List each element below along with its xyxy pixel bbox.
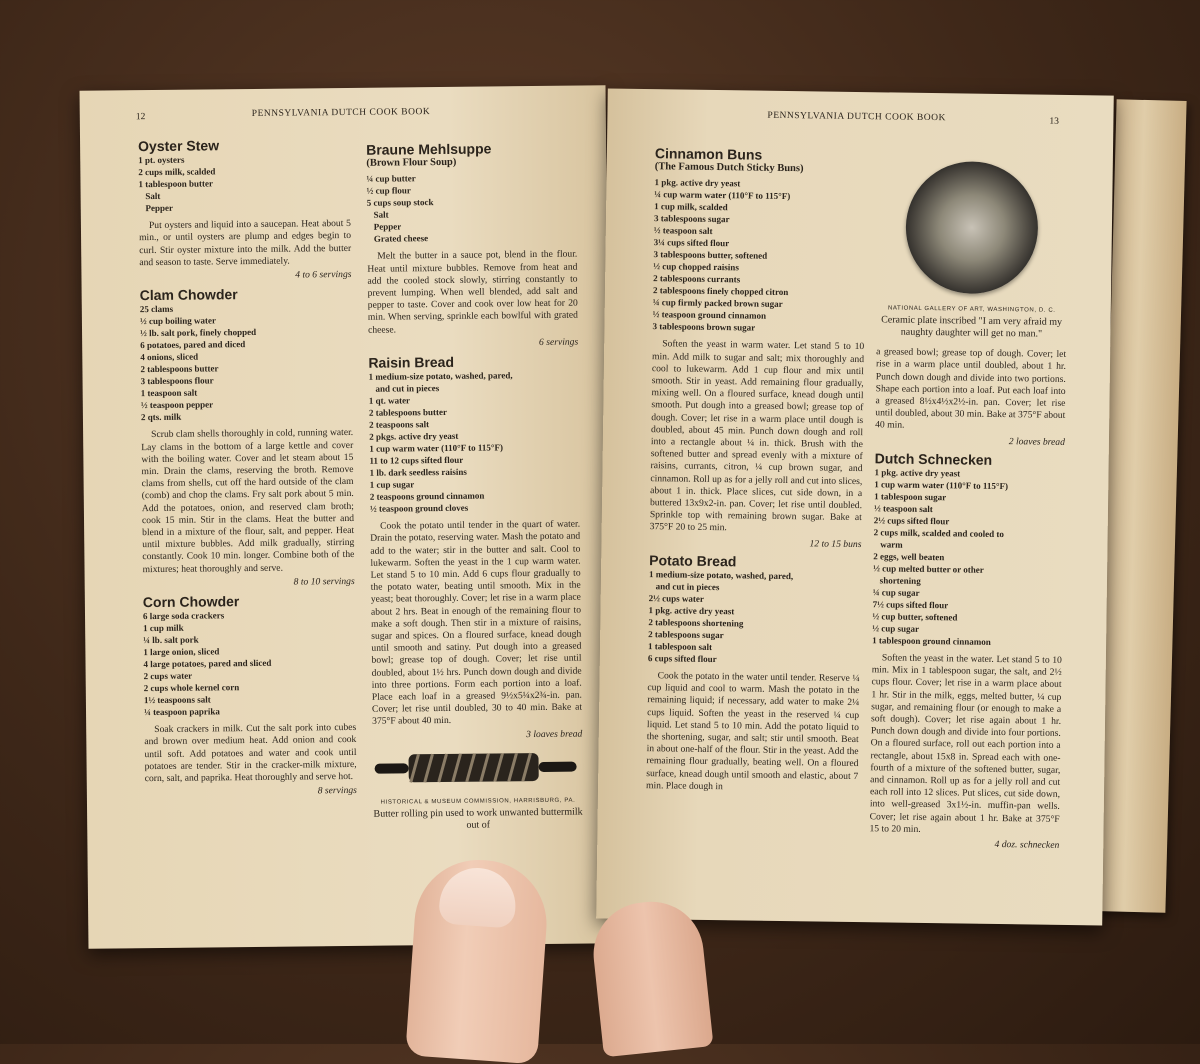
image-caption: Ceramic plate inscribed "I am very afraid my naughty daughter will get no man." — [881, 314, 1063, 340]
recipe-yield: 4 doz. schnecken — [994, 839, 1060, 851]
recipe-directions: Melt the butter in a sauce pot, blend in the flour. Heat until mixture bubbles. Remove from heat and add the cooled stock slowly, stirring constantly to prevent lumping. When well blended, add salt and pepper to taste. Cover and cook over low heat for 20 min. When serving, sprinkle each bowlful with grated cheese. — [367, 248, 578, 336]
recipe-yield: 6 servings — [538, 336, 579, 348]
recipe-directions: Put oysters and liquid into a saucepan. Heat about 5 min., or until oysters are plump and edges begin to curl. Stir oyster mixture into the milk. Add the butter and season to taste. Serve immediately. — [139, 218, 352, 268]
recipe-directions: Soften the yeast in warm water. Let stand 5 to 10 min. Add milk to sugar and salt; mix thoroughly and cool to lukewarm. Add 1 cup flour and mix until smooth. Stir in yeast. Add remaining flour gradually, mixing well. On a floured surface, knead dough until smooth. Put dough into a greased bowl; grease top of dough. Cover; let rise in a warm place until dough is doubled, about 45 min. Punch down dough and roll into a rectangle about ¼ in. thick. Brush with the softened butter and spread evenly with a mixture of raisins, currants, citron, ¼ cup brown sugar, and cinnamon. Roll up as for a jelly roll and cut into slices, about 1 in. thick. Place slices, cut side down, in a buttered 13x9x2-in. pan. Cover; let rise until doubled. Sprinkle top with remaining brown sugar. Bake at 375°F 20 to 25 min. — [649, 338, 865, 534]
ingredient-list: 1 pt. oysters 2 cups milk, scalded 1 tablespoon butter Salt Pepper — [138, 154, 216, 214]
recipe-title: Braune Mehlsuppe — [366, 140, 492, 158]
left-page — [80, 85, 615, 948]
page-number: 12 — [135, 112, 146, 123]
recipe-yield: 8 to 10 servings — [293, 575, 355, 588]
image-credit: HISTORICAL & MUSEUM COMMISSION, HARRISBURG, PA. — [380, 797, 576, 806]
recipe-directions: Scrub clam shells thoroughly in cold, running water. Lay clams in the bottom of a large kettle and cover with the boiling water. Cover and let steam about 15 min. Drain the clams, reserving the broth. Remove clams from shells, cut off the hard outside of the clam (comb) and chop the clams. Fry salt pork about 5 min. Add the potatoes, onion, and reserved clam broth; cook 15 min. Stir in the clams. Heat the butter and blend in a mixture of the flour, salt, and pepper. Heat until mixture bubbles. Add milk gradually, stirring constantly. Cook 10 min. longer. Combine both of the mixtures; heat thoroughly and serve. — [141, 427, 355, 575]
recipe-yield: 12 to 15 buns — [809, 538, 862, 550]
ingredient-list: 1 pkg. active dry yeast ¼ cup warm water (110°F to 115°F) 1 cup milk, scalded 3 tablespoons sugar ½ teaspoon salt 3¼ cups sifted flour 3 tablespoons butter, softened ½ cup chopped raisins 2 tablespoons currants 2 tablespoons finely chopped citron ¼ cup firmly packed brown sugar ½ teaspoon ground cinnamon 3 tablespoons brown sugar — [652, 177, 791, 333]
ingredient-list: ¼ cup butter ½ cup flour 5 cups soup stock Salt Pepper Grated cheese — [366, 173, 434, 245]
recipe-subtitle: (The Famous Dutch Sticky Buns) — [654, 161, 804, 175]
running-head: PENNSYLVANIA DUTCH COOK BOOK — [251, 107, 431, 119]
right-column-2 — [869, 298, 1067, 858]
rolling-pin-illustration — [372, 746, 582, 788]
page-number: 13 — [1049, 116, 1059, 127]
ingredient-list: 6 large soda crackers 1 cup milk ¼ lb. salt pork 1 large onion, sliced 4 large potatoes, pared and sliced 2 cups water 2 cups whole kernel corn 1½ teaspoons salt ¼ teaspoon paprika — [142, 610, 272, 718]
thumb — [588, 897, 713, 1058]
recipe-title: Dutch Schnecken — [874, 450, 993, 468]
image-credit: NATIONAL GALLERY OF ART, WASHINGTON, D. C. — [887, 305, 1056, 314]
recipe-directions: Soak crackers in milk. Cut the salt pork into cubes and brown over medium heat. Add onion and cook until soft. Add potatoes and water and cook until potatoes are tender. Stir in the cracker-milk mixture, corn, salt, and paprika. Heat thoroughly and serve hot. — [144, 722, 357, 785]
recipe-yield: 8 servings — [317, 785, 357, 797]
recipe-yield: 2 loaves bread — [1008, 435, 1066, 448]
left-column-1 — [138, 132, 357, 806]
ceramic-plate-image — [905, 161, 1039, 295]
recipe-title: Corn Chowder — [142, 593, 240, 611]
recipe-directions: Cook the potato until tender in the quart of water. Drain the potato, reserving water. Mash the potato and add to the water; stir in the butter and salt. Cool to lukewarm. Soften the yeast in the 1 cup warm water. Let stand 5 to 10 min. Add 6 cups flour gradually to the potato water, beating until smooth. Mix in the yeast; beat thoroughly. Cover; let rise in a warm place about 2 hrs. Beat in enough of the remaining flour to make a soft dough. Then stir in a mixture of raisins, sugar and spices. On a floured surface, knead dough until smooth and satiny. Put dough into a greased bowl; grease top of dough. Cover; let rise until doubled, about 1½ hrs. Punch down dough and divide into three portions. Form each portion into a loaf. Place each loaf in a greased 9½x5¼x2¾-in. pan. Cover; let rise until doubled, 30 to 40 min. Bake at 375°F about 40 min. — [370, 518, 583, 728]
right-page — [596, 89, 1114, 926]
recipe-directions: Soften the yeast in the water. Let stand 5 to 10 min. Mix in 1 tablespoon sugar, the salt, and 2½ cups flour. Cover; let rise in a warm place about 1 hr. Stir in the milk, eggs, melted butter, ¼ cup sugar, and remaining flour (or enough to make a soft dough). Cover; let rise again about 1 hr. Punch down dough and divide into four portions. On a floured surface, roll out each portion into a rectangle, about 15x8 in. Spread each with one-fourth of a mixture of the softened butter, sugar, and cinnamon. Roll up as for a jelly roll and cut each roll into 12 slices. Put slices, cut side down, into well-greased 3x1½-in. muffin-pan wells. Cover; let rise again about 1 hr. Bake at 375°F 15 to 20 min. — [869, 652, 1062, 835]
continued-directions: a greased bowl; grease top of dough. Cover; let rise in a warm place until doubled, about 1 hr. Punch down dough and divide into two portions. Shape each portion into a loaf. Put each loaf into a greased 8½x4½x2½-in. pan. Cover; let rise until doubled, about 30 min. Bake at 375°F about 40 min. — [875, 346, 1067, 432]
image-caption: Butter rolling pin used to work unwanted buttermilk out of — [373, 806, 583, 832]
recipe-title: Potato Bread — [649, 551, 737, 570]
recipe-title: Cinnamon Buns — [654, 145, 763, 163]
left-column-2 — [366, 136, 583, 833]
running-head: PENNSYLVANIA DUTCH COOK BOOK — [767, 110, 946, 124]
recipe-yield: 4 to 6 servings — [295, 268, 352, 281]
recipe-directions: Cook the potato in the water until tender. Reserve ¼ cup liquid and cool to warm. Mash the potato in the remaining liquid; if necessary, add water to make 2¼ cups liquid. Soften the yeast in the reserved ¼ cup liquid. Let stand 5 to 10 min. Add the potato liquid to the shortening, sugar, and salt; stir until smooth. Beat in about one-half of the flour. Stir in the yeast. Add the remaining flour gradually, beating well. On a floured surface, knead dough until smooth and elastic, about 7 min. Place dough in — [646, 670, 860, 793]
ingredient-list: 1 medium-size potato, washed, pared, and cut in pieces 2½ cups water 1 pkg. active dry yeast 2 tablespoons shortening 2 tablespoons sugar 1 tablespoon salt 6 cups sifted flour — [647, 569, 794, 665]
recipe-subtitle: (Brown Flour Soup) — [366, 157, 457, 169]
right-column-1 — [646, 141, 867, 797]
recipe-title: Raisin Bread — [368, 353, 455, 371]
ingredient-list: 25 clams ½ cup boiling water ½ lb. salt pork, finely chopped 6 potatoes, pared and diced 4 onions, sliced 2 tablespoons butter 3 tablespoons flour 1 teaspoon salt ½ teaspoon pepper 2 qts. milk — [139, 304, 257, 423]
ingredient-list: 1 pkg. active dry yeast 1 cup warm water (110°F to 115°F) 1 tablespoon sugar ½ teaspoon salt 2½ cups sifted flour 2 cups milk, scalded and cooled to warm 2 eggs, well beaten ½ cup melted butter or other shortening ¼ cup sugar 7½ cups sifted flour ½ cup butter, softened ½ cup sugar 1 tablespoon ground cinnamon — [872, 467, 1009, 647]
recipe-title: Oyster Stew — [138, 137, 220, 155]
recipe-title: Clam Chowder — [139, 286, 238, 304]
ingredient-list: 1 medium-size potato, washed, pared, and cut in pieces 1 qt. water 2 tablespoons butter 2 teaspoons salt 2 pkgs. active dry yeast 1 cup warm water (110°F to 115°F) 11 to 12 cups sifted flour 1 lb. dark seedless raisins 1 cup sugar 2 teaspoons ground cinnamon ½ teaspoon ground cloves — [368, 370, 513, 514]
recipe-yield: 3 loaves bread — [526, 728, 583, 740]
